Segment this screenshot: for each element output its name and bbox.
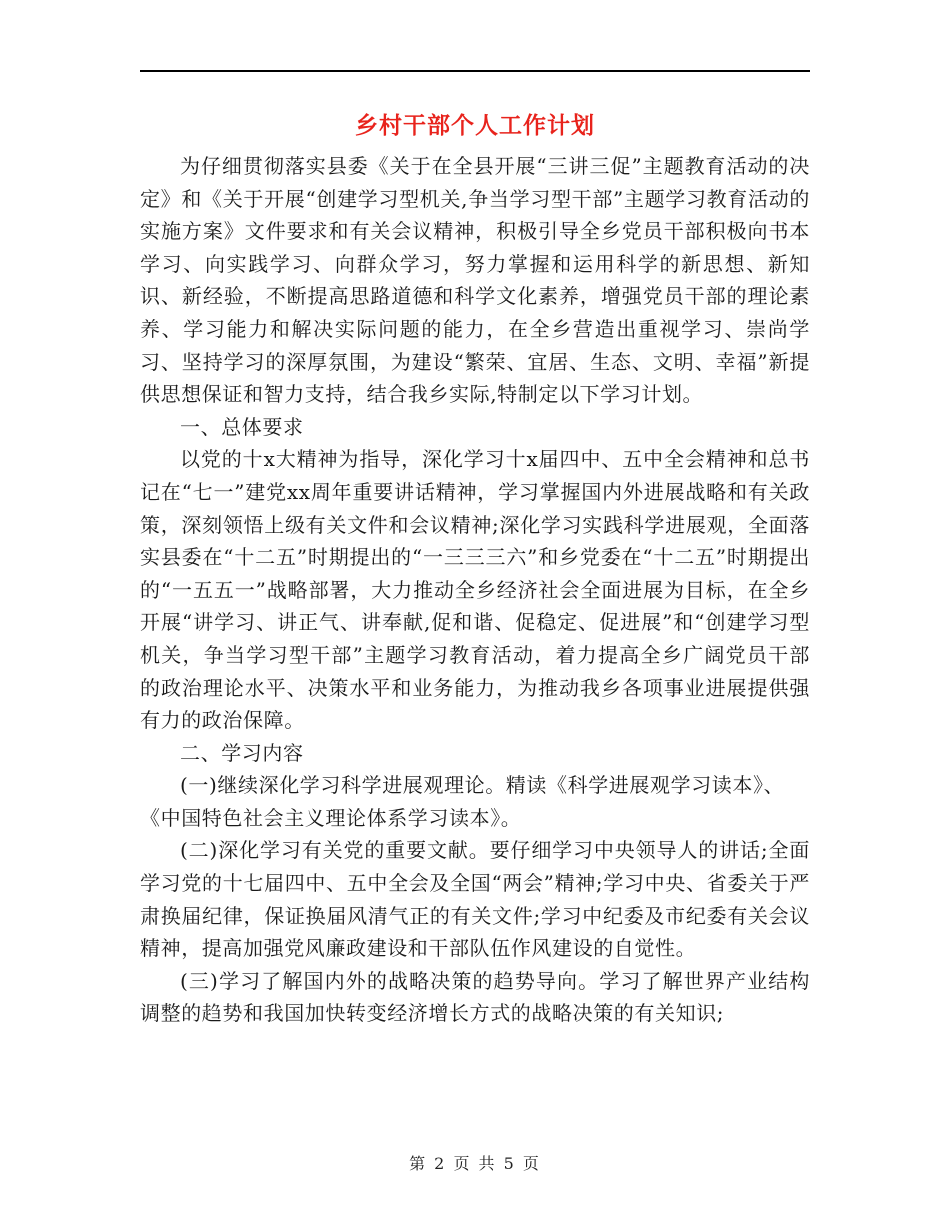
section-heading-general-requirements: 一、总体要求 xyxy=(180,414,304,439)
document-title: 乡村干部个人工作计划 xyxy=(355,112,595,139)
study-content-item-2: (二)深化学习有关党的重要文献。要仔细学习中央领导人的讲话;全面学习党的十七届四中、五中全会及全国“两会”精神;学习中央、省委关于严肃换届纪律，保证换届风清气正的有关文件;学习中纪委及市纪委有关会议精神，提高加强党风廉政建设和干部队伍作风建设的自觉性。 xyxy=(140,838,810,961)
page-footer: 第 2 页 共 5 页 xyxy=(409,1154,541,1173)
intro-paragraph: 为仔细贯彻落实县委《关于在全县开展“三讲三促”主题教育活动的决定》和《关于开展“创建学习型机关,争当学习型干部”主题学习教育活动的实施方案》文件要求和有关会议精神，积极引导全乡党员干部积极向书本学习、向实践学习、向群众学习，努力掌握和运用科学的新思想、新知识、新经验，不断提高思路道德和科学文化素养，增强党员干部的理论素养、学习能力和解决实际问题的能力，在全乡营造出重视学习、崇尚学习、坚持学习的深厚氛围，为建设“繁荣、宜居、生态、文明、幸福”新提供思想保证和智力支持，结合我乡实际,特制定以下学习计划。 xyxy=(140,154,810,407)
document-body xyxy=(140,150,810,1030)
section-heading-study-content: 二、学习内容 xyxy=(180,740,304,765)
study-content-item-3: (三)学习了解国内外的战略决策的趋势导向。学习了解世界产业结构调整的趋势和我国加快转变经济增长方式的战略决策的有关知识; xyxy=(140,968,810,1026)
header-rule xyxy=(140,70,810,72)
study-content-item-1: (一)继续深化学习科学进展观理论。精读《科学进展观学习读本》、《中国特色社会主义理论体系学习读本》。 xyxy=(140,773,785,830)
general-requirements-paragraph: 以党的十x大精神为指导，深化学习十x届四中、五中全会精神和总书记在“七一”建党xx周年重要讲话精神，学习掌握国内外进展战略和有关政策，深刻领悟上级有关文件和会议精神;深化学习实践科学进展观，全面落实县委在“十二五”时期提出的“一三三三六”和乡党委在“十二五”时期提出的“一五五一”战略部署，大力推动全乡经济社会全面进展为目标，在全乡开展“讲学习、讲正气、讲奉献,促和谐、促稳定、促进展”和“创建学习型机关，争当学习型干部”主题学习教育活动，着力提高全乡广阔党员干部的政治理论水平、决策水平和业务能力，为推动我乡各项事业进展提供强有力的政治保障。 xyxy=(140,447,810,733)
